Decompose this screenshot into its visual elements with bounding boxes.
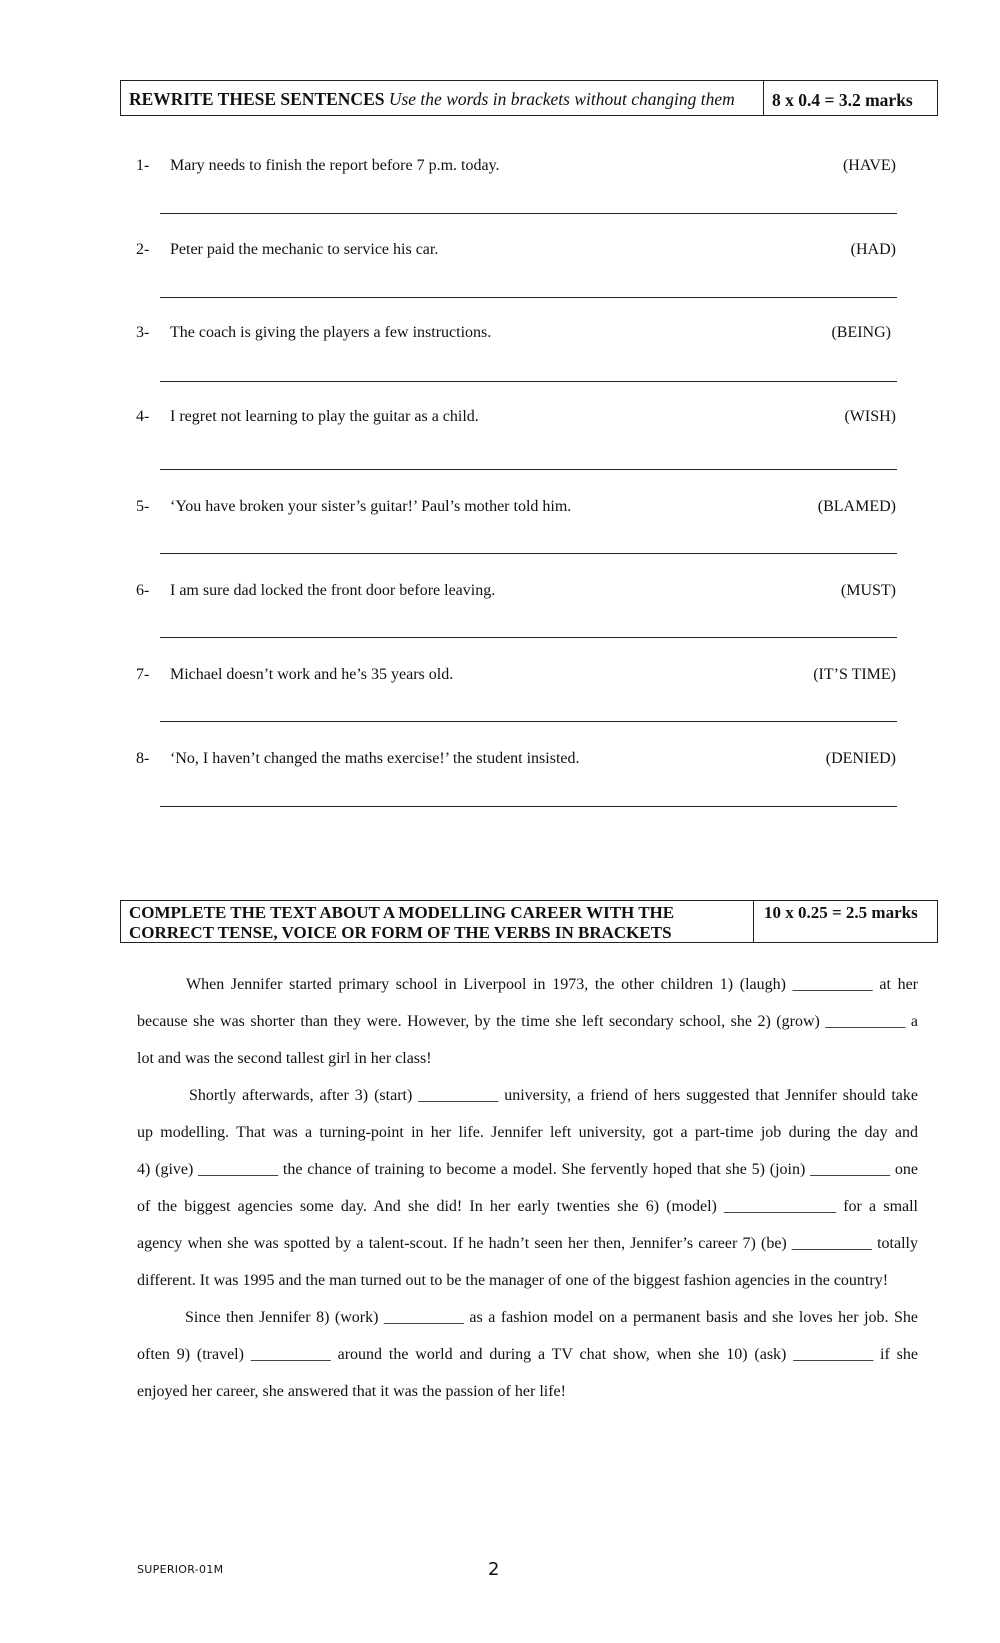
text-line: up modelling. That was a turning-point in her life. Jennifer left university, got a part-time job during the day and	[137, 1124, 918, 1141]
text-line: of the biggest agencies some day. And she did! In her early twenties she 6) (model) ______________ for a small	[137, 1198, 918, 1215]
exercise-item-3	[136, 324, 896, 350]
answer-line-2[interactable]	[160, 297, 897, 298]
section1-subtitle: Use the words in brackets without changing them	[388, 89, 735, 109]
exercise-item-8	[136, 750, 896, 776]
item-sentence: I regret not learning to play the guitar as a child.	[170, 408, 479, 425]
item-number: 5-	[136, 498, 150, 515]
exercise-item-6	[136, 582, 896, 608]
item-number: 3-	[136, 324, 150, 341]
item-number: 7-	[136, 666, 150, 683]
footer-code: SUPERIOR-01M	[137, 1563, 224, 1576]
item-keyword: (BEING)	[831, 324, 891, 341]
answer-line-7[interactable]	[160, 721, 897, 722]
item-number: 8-	[136, 750, 150, 767]
item-number: 2-	[136, 241, 150, 258]
text-line: agency when she was spotted by a talent-scout. If he hadn’t seen her then, Jennifer’s career 7) (be) __________ totally	[137, 1235, 918, 1252]
item-keyword: (BLAMED)	[817, 498, 896, 515]
text-line: different. It was 1995 and the man turned out to be the manager of one of the biggest fashion agencies in the country!	[137, 1272, 889, 1289]
item-number: 4-	[136, 408, 150, 425]
item-sentence: Peter paid the mechanic to service his car.	[170, 241, 439, 258]
exercise-item-4	[136, 408, 896, 434]
item-keyword: (MUST)	[840, 582, 896, 599]
item-number: 1-	[136, 157, 150, 174]
item-keyword: (HAD)	[850, 241, 896, 258]
section1-instruction	[121, 81, 764, 115]
text-line: enjoyed her career, she answered that it was the passion of her life!	[137, 1383, 566, 1400]
text-line: When Jennifer started primary school in Liverpool in 1973, the other children 1) (laugh) __________ at her	[186, 976, 918, 993]
answer-line-8[interactable]	[160, 806, 897, 807]
section2-marks: 10 x 0.25 = 2.5 marks	[764, 903, 918, 922]
item-sentence: Michael doesn’t work and he’s 35 years old.	[170, 666, 454, 683]
text-line: lot and was the second tallest girl in her class!	[137, 1050, 432, 1067]
answer-line-1[interactable]	[160, 213, 897, 214]
item-sentence: ‘You have broken your sister’s guitar!’ Paul’s mother told him.	[170, 498, 572, 515]
item-sentence: Mary needs to finish the report before 7 p.m. today.	[170, 157, 500, 174]
text-line: because she was shorter than they were. However, by the time she left secondary school, she 2) (grow) __________ a	[137, 1013, 918, 1030]
item-number: 6-	[136, 582, 150, 599]
section1-title: REWRITE THESE SENTENCES	[129, 89, 385, 109]
item-keyword: (HAVE)	[842, 157, 896, 174]
item-keyword: (WISH)	[844, 408, 896, 425]
item-sentence: ‘No, I haven’t changed the maths exercise!’ the student insisted.	[170, 750, 580, 767]
item-keyword: (DENIED)	[825, 750, 896, 767]
answer-line-6[interactable]	[160, 637, 897, 638]
item-sentence: The coach is giving the players a few instructions.	[170, 324, 492, 341]
page-number: 2	[488, 1559, 500, 1580]
item-sentence: I am sure dad locked the front door before leaving.	[170, 582, 496, 599]
section1-header	[120, 80, 938, 116]
answer-line-5[interactable]	[160, 553, 897, 554]
section2-instruction	[121, 901, 754, 942]
section2-title-line2: CORRECT TENSE, VOICE OR FORM OF THE VERBS IN BRACKETS	[129, 923, 672, 942]
text-line: often 9) (travel) __________ around the world and during a TV chat show, when she 10) (ask) __________ if she	[137, 1346, 918, 1363]
exercise-item-1	[136, 157, 896, 183]
item-keyword: (IT’S TIME)	[813, 666, 896, 683]
answer-line-3[interactable]	[160, 381, 897, 382]
section1-marks: 8 x 0.4 = 3.2 marks	[772, 90, 913, 110]
section2-header	[120, 900, 938, 943]
section2-title-line1: COMPLETE THE TEXT ABOUT A MODELLING CAREER WITH THE	[129, 903, 675, 922]
exercise-item-5	[136, 498, 896, 524]
text-line: Since then Jennifer 8) (work) __________ as a fashion model on a permanent basis and she loves her job. She	[185, 1309, 918, 1326]
text-line: Shortly afterwards, after 3) (start) __________ university, a friend of hers suggested that Jennifer should take	[189, 1087, 918, 1104]
exercise-item-7	[136, 666, 896, 692]
exercise-item-2	[136, 241, 896, 267]
answer-line-4[interactable]	[160, 469, 897, 470]
text-line: 4) (give) __________ the chance of training to become a model. She fervently hoped that she 5) (join) __________ one	[137, 1161, 918, 1178]
